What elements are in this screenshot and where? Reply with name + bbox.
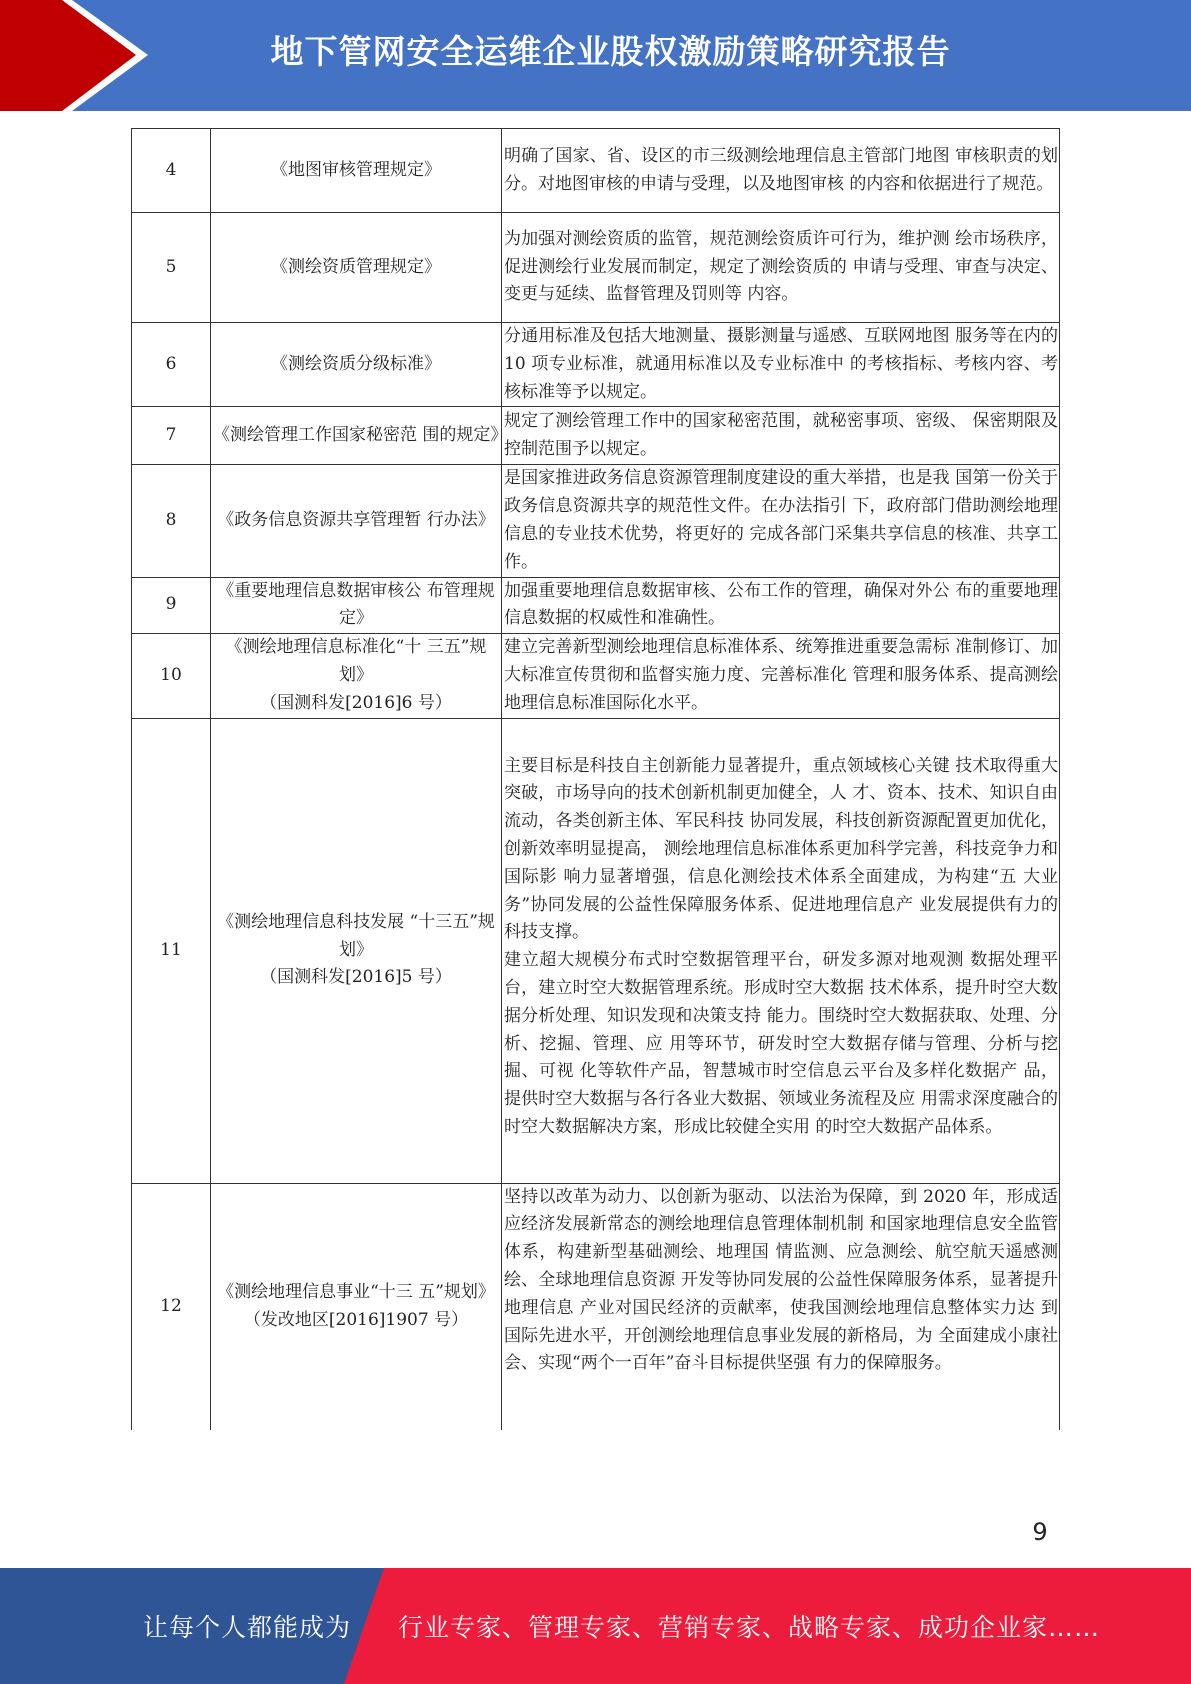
table-row xyxy=(132,323,1060,407)
regulation-description-cell xyxy=(502,634,1060,718)
table-row xyxy=(132,407,1060,465)
regulation-description-cell xyxy=(502,465,1060,577)
regulation-name-line: 《测绘地理信息标准化“十 三五”规划》 xyxy=(225,637,487,685)
header-chevron-decoration xyxy=(0,0,160,111)
page-header xyxy=(0,0,1191,111)
regulation-name-line: 《测绘地理信息科技发展 “十三五”规划》 xyxy=(217,911,495,960)
table-body xyxy=(132,129,1060,1431)
table-row xyxy=(132,718,1060,1183)
regulation-name-line: 《测绘管理工作国家秘密范 围的规定》 xyxy=(213,424,508,445)
regulation-name-cell xyxy=(211,718,502,1183)
regulation-name-cell xyxy=(211,1183,502,1430)
description-paragraph: 加强重要地理信息数据审核、公布工作的管理，确保对外公 布的重要地理信息数据的权威性和准确性。 xyxy=(504,580,1058,629)
regulation-name-line: 《测绘资质管理规定》 xyxy=(271,256,441,277)
description-paragraph: 分通用标准及包括大地测量、摄影测量与遥感、互联网地图 服务等在内的 10 项专业标准，就通用标准以及专业标准中 的考核指标、考核内容、考核标准等予以规定。 xyxy=(504,326,1058,402)
regulation-name-cell xyxy=(211,634,502,718)
regulation-name-cell xyxy=(211,213,502,323)
row-number-cell: 11 xyxy=(132,718,211,1183)
regulation-description-cell xyxy=(502,718,1060,1183)
page-footer xyxy=(0,1568,1191,1684)
regulation-description-cell xyxy=(502,577,1060,634)
regulation-name-cell xyxy=(211,407,508,465)
row-number-cell: 5 xyxy=(132,213,211,323)
regulation-name-cell xyxy=(211,577,502,634)
table-row xyxy=(132,577,1060,634)
regulation-name-line: 《测绘资质分级标准》 xyxy=(271,353,441,374)
table-row xyxy=(132,129,1060,213)
regulation-name-cell xyxy=(211,129,502,213)
regulation-name-cell xyxy=(211,465,502,577)
regulation-name-line: （发改地区[2016]1907 号） xyxy=(243,1309,469,1330)
description-paragraph: 规定了测绘管理工作中的国家秘密范围，就秘密事项、密级、 保密期限及控制范围予以规定。 xyxy=(504,411,1058,459)
description-paragraph: 主要目标是科技自主创新能力显著提升，重点领域核心关键 技术取得重大突破，市场导向的技术创新机制更加健全，人 才、资本、技术、知识自由流动，各类创新主体、军民科技 协同发展，科技创新资源配置更加优化，创新效率明显提高， 测绘地理信息标准体系更加科学完善，科技竞争力和国际影 响力显著增强，信息化测绘技术体系全面建成，为构建“五 大业务”协同发展的公益性保障服务体系、促进地理信息产 业发展提供有力的科技支撑。 xyxy=(504,755,1058,943)
row-number-cell: 12 xyxy=(132,1183,211,1430)
regulation-description-cell xyxy=(502,129,1060,213)
description-paragraph: 坚持以改革为动力、以创新为驱动、以法治为保障，到 2020 年，形成适应经济发展新常态的测绘地理信息管理体制机制 和国家地理信息安全监管体系，构建新型基础测绘、地理国 情监测、应急测绘、航空航天遥感测绘、全球地理信息资源 开发等协同发展的公益性保障服务体系，显著提升地理信息 产业对国民经济的贡献率，使我国测绘地理信息整体实力达 到国际先进水平，开创测绘地理信息事业发展的新格局，为 全面建成小康社会、实现“两个一百年”奋斗目标提供坚强 有力的保障服务。 xyxy=(504,1186,1058,1374)
regulation-name-cell xyxy=(211,323,502,407)
regulation-description-cell xyxy=(502,323,1060,407)
table-row xyxy=(132,1183,1060,1430)
footer-slogan-right: 行业专家、管理专家、营销专家、战略专家、成功企业家…… xyxy=(398,1613,1101,1642)
description-paragraph: 建立超大规模分布式时空数据管理平台，研发多源对地观测 数据处理平台，建立时空大数据管理系统。形成时空大数据 技术体系，提升时空大数据分析处理、知识发现和决策支持 能力。围绕时空大数据获取、处理、分析、挖掘、管理、应 用等环节，研发时空大数据存储与管理、分析与挖掘、可视 化等软件产品，智慧城市时空信息云平台及多样化数据产 品，提供时空大数据与各行各业大数据、领域业务流程及应 用需求深度融合的时空大数据解决方案，形成比较健全实用 的时空大数据产品体系。 xyxy=(504,950,1058,1137)
row-number-cell: 8 xyxy=(132,465,211,577)
row-number-cell: 7 xyxy=(132,407,211,465)
regulation-name-line: 《政务信息资源共享管理暂 行办法》 xyxy=(217,510,495,531)
table-row xyxy=(132,465,1060,577)
table-row xyxy=(132,634,1060,718)
regulation-name-line: 《地图审核管理规定》 xyxy=(271,159,441,180)
footer-slogan-left: 让每个人都能成为 xyxy=(143,1613,352,1642)
regulation-name-line: 《测绘地理信息事业“十三 五”规划》 xyxy=(217,1282,495,1303)
regulation-name-line: （国测科发[2016]5 号） xyxy=(260,967,452,988)
row-number-cell: 4 xyxy=(132,129,211,213)
page-number: 9 xyxy=(1032,1518,1048,1546)
regulation-description-cell xyxy=(502,213,1060,323)
table-row xyxy=(132,213,1060,323)
regulations-table xyxy=(131,128,1060,1430)
regulation-description-cell xyxy=(502,1183,1060,1430)
description-paragraph: 是国家推进政务信息资源管理制度建设的重大举措，也是我 国第一份关于政务信息资源共享的规范性文件。在办法指引 下，政府部门借助测绘地理信息的专业技术优势，将更好的 完成各部门采集共享信息的核准、共享工作。 xyxy=(504,468,1058,572)
regulation-name-line: （国测科发[2016]6 号） xyxy=(260,692,452,713)
regulation-description-cell xyxy=(502,407,1060,465)
document-title: 地下管网安全运维企业股权激励策略研究报告 xyxy=(270,32,951,71)
regulation-name-line: 《重要地理信息数据审核公 布管理规定》 xyxy=(217,580,495,629)
description-paragraph: 为加强对测绘资质的监管，规范测绘资质许可行为，维护测 绘市场秩序，促进测绘行业发展而制定，规定了测绘资质的 申请与受理、审查与决定、变更与延续、监督管理及罚则等 内容。 xyxy=(504,228,1058,305)
row-number-cell: 10 xyxy=(132,634,211,718)
description-paragraph: 明确了国家、省、设区的市三级测绘地理信息主管部门地图 审核职责的划分。对地图审核的申请与受理，以及地图审核 的内容和依据进行了规范。 xyxy=(504,145,1058,194)
row-number-cell: 6 xyxy=(132,323,211,407)
row-number-cell: 9 xyxy=(132,577,211,634)
description-paragraph: 建立完善新型测绘地理信息标准体系、统筹推进重要急需标 准制修订、加大标准宣传贯彻和监督实施力度、完善标准化 管理和服务体系、提高测绘地理信息标准国际化水平。 xyxy=(504,637,1058,713)
